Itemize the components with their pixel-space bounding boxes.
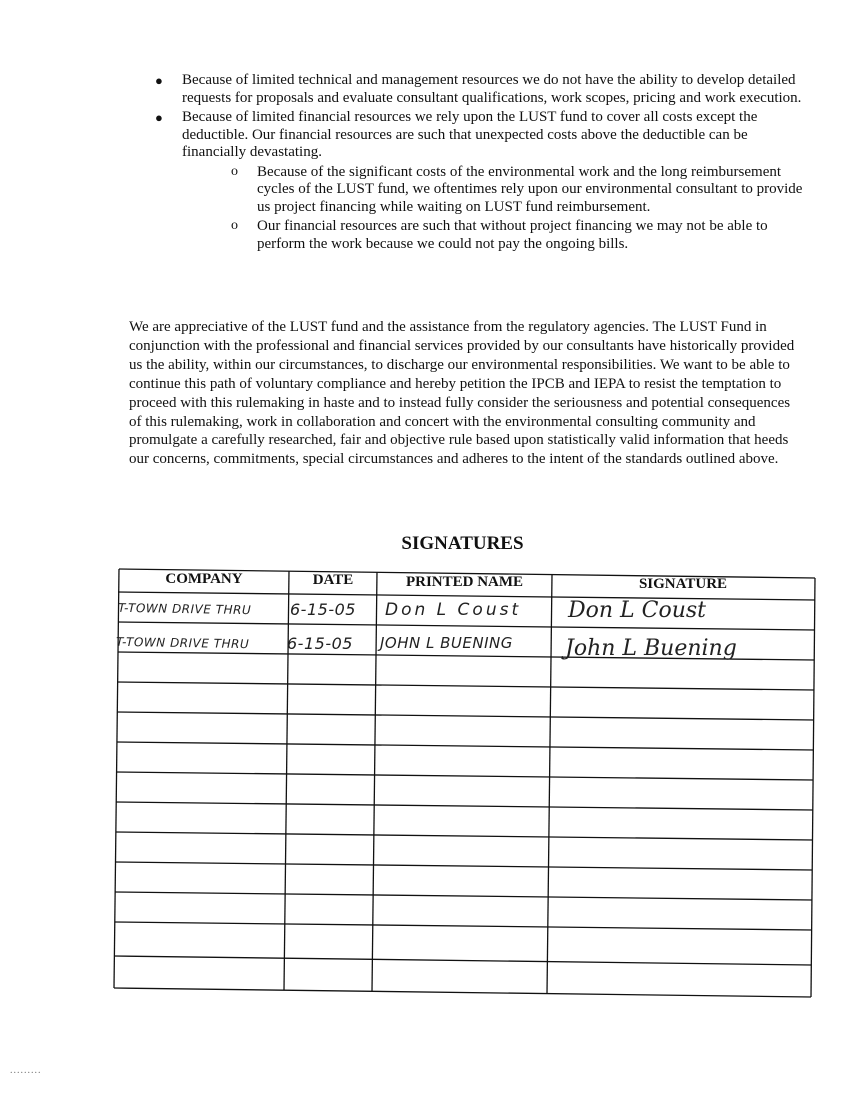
cell-company: T-TOWN DRIVE THRU — [115, 634, 250, 652]
circle-bullet-icon: o — [231, 218, 238, 233]
row-divider — [116, 832, 813, 840]
cell-date: 6-15-05 — [290, 600, 356, 619]
row-divider — [118, 592, 815, 600]
signatures-heading: SIGNATURES — [401, 533, 524, 554]
bullet-dot-icon: ● — [155, 73, 163, 88]
cell-signature: Don L Coust — [568, 598, 707, 623]
column-divider — [547, 575, 552, 994]
petition-paragraph: We are appreciative of the LUST fund and the assistance from the regulatory agencies. The LUST Fund in conjunction with the professional and financial services provided by our consultants have historically provided us the ability, within our circumstances, to discharge our environmental responsibilities. We want to be able to continue this path of voluntary compliance and hereby petition the IPCB and IEPA to resist the temptation to proceed with this rulemaking in haste and to instead fully consider the seriousness and potential consequences of this rulemaking, work in collaboration and concert with the environmental consulting community and promulgate a carefully researched, fair and objective rule based upon statistically valid information that heeds our concerns, commitments, special circumstances and adheres to the intent of the standards outlined above. — [129, 319, 795, 468]
circle-bullet-icon: o — [231, 163, 238, 179]
cell-date: 6-15-05 — [287, 634, 353, 653]
column-header-company: COMPANY — [165, 571, 243, 587]
row-divider — [115, 862, 812, 870]
cell-signature: John L Buening — [565, 636, 737, 661]
sub-bullet-text: Our financial resources are such that without project financing we may not be able to perform the work because we could not pay the ongoing bills. — [257, 218, 768, 252]
scan-artifact: ......... — [10, 1065, 42, 1076]
row-divider — [115, 892, 812, 900]
row-divider — [115, 922, 812, 930]
table-border-bottom — [114, 988, 811, 997]
cell-printed-name: JOHN L BUENING — [380, 634, 513, 652]
column-header-printed-name: PRINTED NAME — [405, 574, 524, 590]
bullet-text: Because of limited financial resources we rely upon the LUST fund to cover all costs except the deductible. Our financial resources are such that unexpected costs above the deductible can be financially devastating. — [182, 109, 758, 160]
cell-company: T-TOWN DRIVE THRU — [117, 600, 252, 618]
row-divider — [118, 622, 815, 630]
bullet-dot-icon: ● — [155, 110, 163, 125]
column-header-date: DATE — [312, 572, 354, 588]
cell-printed-name: Don L Coust — [385, 600, 522, 620]
row-divider — [117, 712, 814, 720]
row-divider — [117, 682, 814, 690]
bullet-text: Because of limited technical and management resources we do not have the ability to develop detailed requests for proposals and evaluate consultant qualifications, work scopes, pricing and work execution. — [182, 72, 802, 106]
column-divider — [372, 572, 377, 991]
row-divider — [117, 742, 814, 750]
row-divider — [114, 956, 811, 965]
row-divider — [116, 772, 813, 780]
table-border-left — [114, 569, 119, 988]
row-divider — [116, 802, 813, 810]
table-border-right — [811, 578, 815, 997]
column-header-signature: SIGNATURE — [638, 576, 728, 592]
sub-bullet-text: Because of the significant costs of the environmental work and the long reimbursement cycles of the LUST fund, we oftentimes rely upon our environmental consultant to provide us project financing while waiting on LUST fund reimbursement. — [257, 163, 803, 215]
